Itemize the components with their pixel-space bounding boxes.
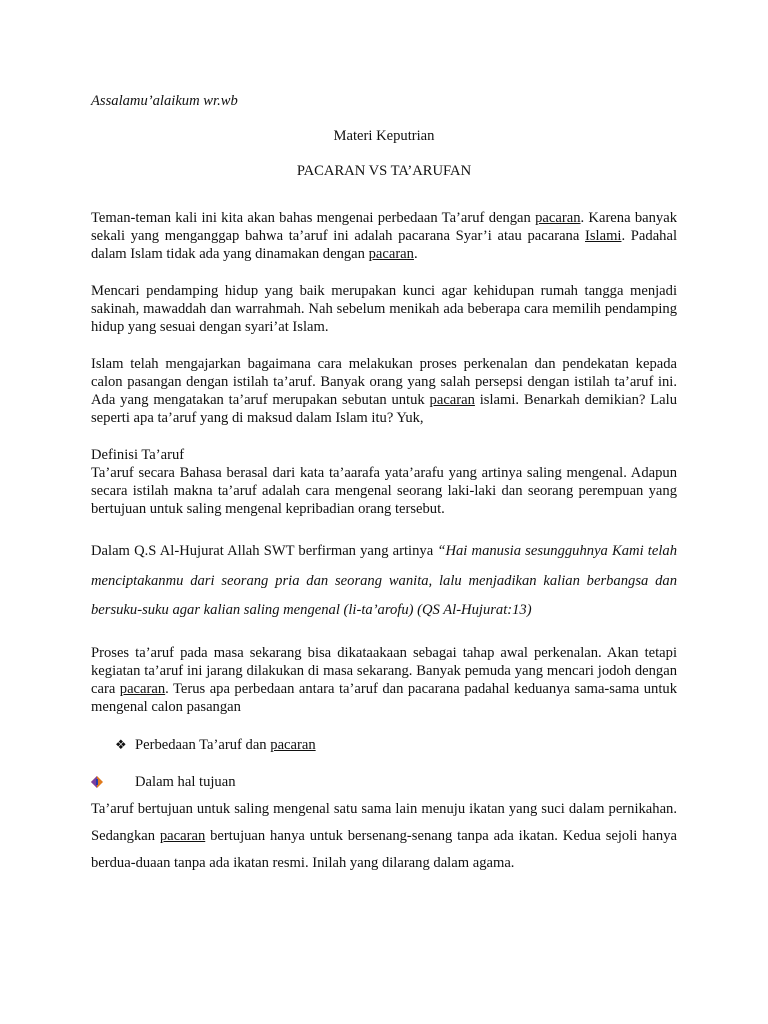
quran-intro: Dalam Q.S Al-Hujurat Allah SWT berfirman yang artinya [91,543,438,559]
subheading-tujuan: Dalam hal tujuan [135,773,236,790]
pacaran-link[interactable]: pacaran [429,392,475,408]
pacaran-link[interactable]: pacaran [159,827,206,844]
paragraph-tujuan [91,796,677,877]
paragraph-islam [91,355,677,427]
text-run: . Terus apa perbedaan antara ta’aruf dan pacarana padahal keduanya sama-sama untuk mengenal calon pasangan [91,680,677,715]
text-run: Islam telah mengajarkan bagaimana cara melakukan proses perkenalan dan pendekatan kepada calon pasangan dengan istilah ta’aruf. Banyak orang yang salah persepsi dengan istilah ta’aruf ini. Ada yang mengatakan ta’aruf merupakan sebutan untuk [91,356,677,408]
definisi-section [91,446,677,518]
text-run: bertujuan hanya untuk bersenang-senang tanpa ada ikatan. Kedua sejoli hanya berdua-duaan tanpa ada ikatan resmi. Inilah yang dilarang dalam agama. [91,827,677,871]
four-diamond-bullet-icon: ❖ [115,736,127,752]
subheading-tujuan-row [91,773,677,791]
text-run: . Padahal dalam Islam tidak ada yang dinamakan dengan [91,228,677,262]
text-run: . Karena banyak sekali yang menganggap bahwa ta’aruf ini adalah pacarana Syar’i atau pacarana [91,210,677,244]
islami-link[interactable]: Islami [585,228,622,244]
bullet-text: Perbedaan Ta’aruf dan [135,736,271,753]
pacaran-link[interactable]: pacaran [535,210,581,226]
pacaran-link[interactable]: pacaran [119,680,166,697]
document-title: PACARAN VS TA’ARUFAN [296,163,472,179]
paragraph-proses [91,644,677,716]
text-run: islami. Benarkah demikian? Lalu seperti apa ta’aruf yang di maksud dalam Islam itu? Yuk, [91,392,678,426]
text-run: Ta’aruf bertujuan untuk saling mengenal satu sama lain menuju ikatan yang suci dalam pernikahan. Sedangkan [91,800,677,844]
greeting: Assalamu’alaikum wr.wb [91,93,238,109]
text-run: Proses ta’aruf pada masa sekarang bisa dikataakaan sebagai tahap awal perkenalan. Akan tetapi kegiatan ta’aruf ini jarang dilakukan di masa sekarang. Banyak pemuda yang mencari jodoh dengan cara [91,644,677,697]
pacaran-link[interactable]: pacaran [270,736,316,753]
quran-quote: “Hai manusia sesungguhnya Kami telah menciptakanmu dari seorang pria dan seorang wanita, lalu menjadikan kalian berbangsa dan bersuku-suku agar kalian saling mengenal (li-ta’arofu) (QS Al-Hujurat:13) [91,543,677,618]
definisi-heading: Definisi Ta’aruf [91,447,185,463]
bullet-perbedaan [91,736,677,754]
arrow-bullet-icon [91,776,103,788]
paragraph-intro [91,209,677,263]
text-run: . [413,246,418,262]
paragraph-pendamping: Mencari pendamping hidup yang baik merupakan kunci agar kehidupan rumah tangga menjadi sakinah, mawaddah dan warrahmah. Nah sebelum menikah ada beberapa cara memilih pendamping hidup yang sesuai dengan syari’at Islam. [91,283,677,335]
text-run: Teman-teman kali ini kita akan bahas mengenai perbedaan Ta’aruf dengan [91,210,536,226]
definisi-body: Ta’aruf secara Bahasa berasal dari kata ta’aarafa yata’arafu yang artinya saling mengenal. Adapun secara istilah makna ta’aruf adalah cara mengenal seorang laki-laki dan seorang perempuan yang bertujuan untuk saling mengenal kepribadian orang tersebut. [91,465,677,517]
document-subtitle: Materi Keputrian [333,128,435,144]
paragraph-quran [91,537,677,626]
pacaran-link[interactable]: pacaran [368,246,414,262]
document-body [91,92,677,877]
